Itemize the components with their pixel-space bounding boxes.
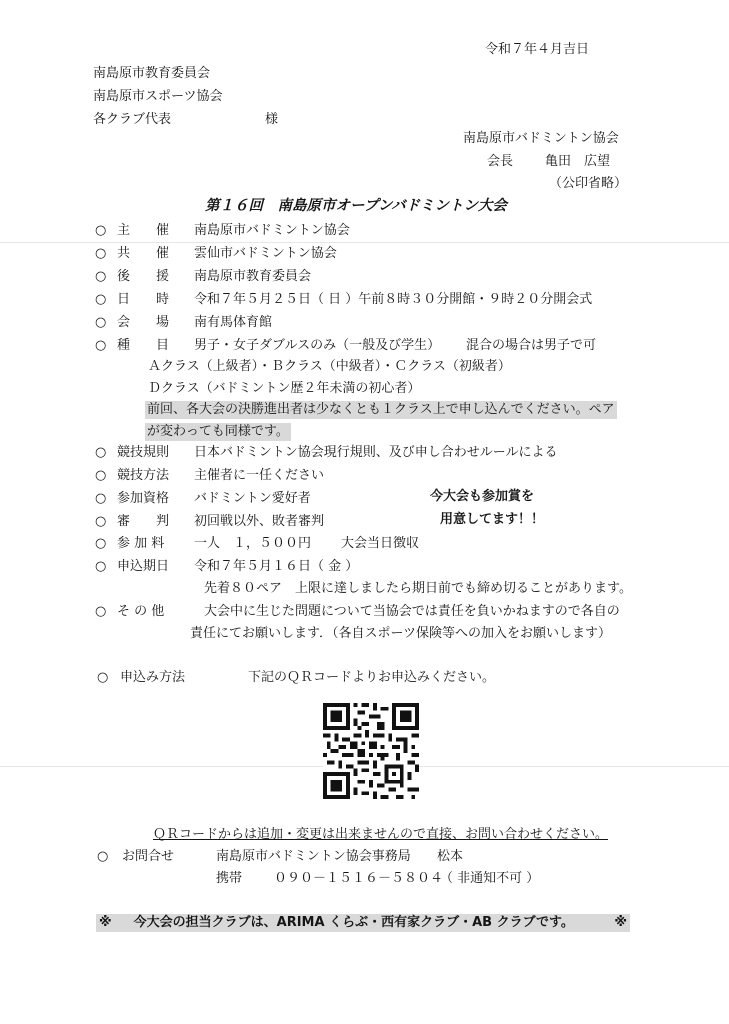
phone-label: 携帯 <box>216 871 243 886</box>
contact-label: お問合せ <box>122 849 175 864</box>
contact-person: 松本 <box>437 849 464 864</box>
item-label-fee: 参 加 料 <box>117 536 165 551</box>
item-value-deadline: 令和７年５月１６日（ 金 ） <box>194 559 359 574</box>
qr-note: ＱＲコードからは追加・変更は出来ませんので直接、お問い合わせください。 <box>153 827 609 842</box>
item-label-organizer: 主 催 <box>117 223 170 238</box>
recipient-3: 各クラブ代表 <box>93 112 172 127</box>
bullet-circle: ○ <box>95 223 107 238</box>
item-value-event-type-mixed: 混合の場合は男子で可 <box>466 338 597 353</box>
bullet-circle: ○ <box>95 604 107 619</box>
footer-text: 今大会の担当クラブは、ARIMA くらぶ・西有家クラブ・AB クラブです。 <box>133 915 574 930</box>
item-value-organizer: 南島原市バドミントン協会 <box>194 223 350 238</box>
limit-note: 先着８０ペア 上限に達しましたら期日前でも締め切ることがあります。 <box>204 581 632 596</box>
item-label-referee: 審 判 <box>117 514 170 529</box>
footer-banner <box>96 914 630 932</box>
apply-instruction: 下記のＱＲコードよりお申込みください。 <box>248 670 496 685</box>
item-label-event-type: 種 目 <box>117 338 170 353</box>
item-label-eligibility: 参加資格 <box>117 491 170 506</box>
bullet-circle: ○ <box>97 849 109 864</box>
bullet-circle: ○ <box>97 670 109 685</box>
bullet-circle: ○ <box>95 292 107 307</box>
bullet-circle: ○ <box>95 315 107 330</box>
phone-number[interactable]: ０９０－１５１６－５８０４ <box>274 871 444 886</box>
qr-code[interactable] <box>323 703 419 799</box>
item-label-sponsor: 後 援 <box>117 269 170 284</box>
footer-mark-left: ※ <box>99 915 112 930</box>
phone-note: （ 非通知不可 ） <box>440 871 540 886</box>
item-value-fee-collection: 大会当日徴収 <box>341 536 420 551</box>
bullet-circle: ○ <box>95 269 107 284</box>
apply-label: 申込み方法 <box>120 670 186 685</box>
classes-line-2: Ｄクラス（バドミントン歴２年未満の初心者） <box>148 381 421 396</box>
item-label-rules: 競技規則 <box>117 445 170 460</box>
recipient-1: 南島原市教育委員会 <box>93 66 211 81</box>
notice-line-1: 前回、各大会の決勝進出者は少なくとも１クラス上で申し込んでください。ペア <box>147 402 615 417</box>
item-value-eligibility: バドミントン愛好者 <box>194 491 311 506</box>
bullet-circle: ○ <box>95 338 107 353</box>
item-value-event-type: 男子・女子ダブルスのみ（一般及び学生） <box>194 338 441 353</box>
bullet-circle: ○ <box>95 536 107 551</box>
item-label-co-host: 共 催 <box>117 246 170 261</box>
classes-line-1: Ａクラス（上級者）・Ｂクラス（中級者）・Ｃクラス（初級者） <box>148 359 511 374</box>
item-label-other: そ の 他 <box>117 604 165 619</box>
bullet-circle: ○ <box>95 468 107 483</box>
bullet-circle: ○ <box>95 246 107 261</box>
footer-mark-right: ※ <box>614 915 627 930</box>
document-date: 令和７年４月吉日 <box>485 42 590 57</box>
item-label-datetime: 日 時 <box>117 292 170 307</box>
event-title: 第１６回 南島原市オープンバドミントン大会 <box>205 198 507 214</box>
sender-org: 南島原市バドミントン協会 <box>463 131 619 146</box>
honorific: 様 <box>265 112 279 127</box>
notice-line-2: が変わっても同様です。 <box>147 424 289 439</box>
item-value-venue: 南有馬体育館 <box>194 315 273 330</box>
prize-note-line-2: 用意してます！！ <box>440 512 545 527</box>
fold-line-top <box>0 242 729 243</box>
item-value-rules: 日本バドミントン協会現行規則、及び申し合わせルールによる <box>194 445 558 460</box>
item-label-venue: 会 場 <box>117 315 170 330</box>
bullet-circle: ○ <box>95 491 107 506</box>
bullet-circle: ○ <box>95 445 107 460</box>
prize-note-line-1: 今大会も参加賞を <box>430 489 535 504</box>
recipient-2: 南島原市スポーツ協会 <box>93 89 223 104</box>
item-value-fee: 一人 １，５００円 <box>194 536 312 551</box>
seal-note: （公印省略） <box>549 176 628 191</box>
other-line-2: 責任にてお願いします．（各自スポーツ保険等への加入をお願いします） <box>190 626 611 641</box>
item-label-deadline: 申込期日 <box>117 559 170 574</box>
item-value-method: 主催者に一任ください <box>194 468 325 483</box>
item-value-referee: 初回戦以外、敗者審判 <box>194 514 325 529</box>
other-line-1: 大会中に生じた問題について当協会では責任を負いかねますので各自の <box>204 604 620 619</box>
item-value-datetime: 令和７年５月２５日（ 日 ）午前８時３０分開館・９時２０分開会式 <box>194 292 593 307</box>
bullet-circle: ○ <box>95 559 107 574</box>
sender-name: 亀田 広望 <box>545 154 611 169</box>
sender-title: 会長 <box>487 154 514 169</box>
bullet-circle: ○ <box>95 514 107 529</box>
item-label-method: 競技方法 <box>117 468 170 483</box>
item-value-co-host: 雲仙市バドミントン協会 <box>194 246 337 261</box>
item-value-sponsor: 南島原市教育委員会 <box>194 269 312 284</box>
contact-org: 南島原市バドミントン協会事務局 <box>216 849 411 864</box>
